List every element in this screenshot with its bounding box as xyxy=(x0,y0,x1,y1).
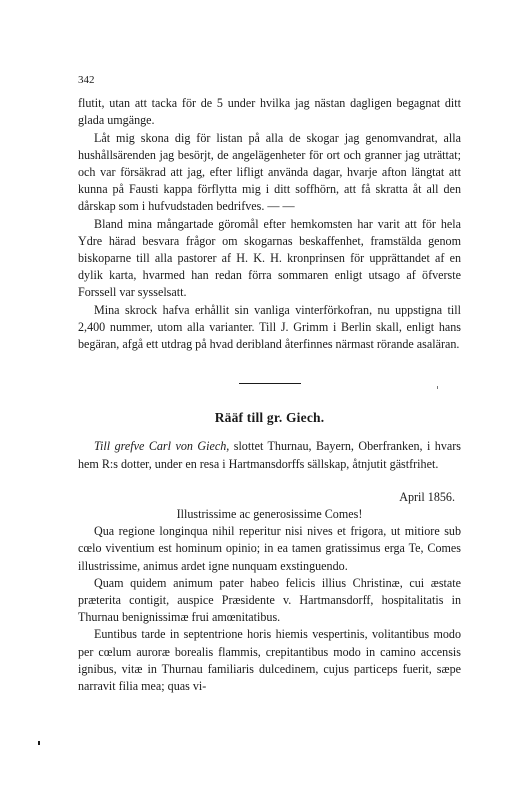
section-divider xyxy=(239,383,301,384)
letter-intro xyxy=(78,438,461,472)
print-speck xyxy=(437,386,438,389)
page-number: 342 xyxy=(78,74,95,86)
recipient-italic: Till grefve Carl von Giech, xyxy=(94,439,230,454)
paragraph: Mina skrock hafva erhållit sin vanliga vinterförkofran, nu uppstigna till 2,400 nummer, utom alla varianter. Till J. Grimm i Berlin skall, enligt hans begäran, afgå ett utdrag på hvad deribland återfinnes närmast rörande asaläran. xyxy=(78,302,461,352)
book-page xyxy=(78,72,461,695)
paragraph: Euntibus tarde in septentrione horis hiemis vespertinis, volitantibus modo per cœlum auroræ borealis flammis, crepitantibus modo in camino accensis ignibus, vitæ in Thurnau familiaris dulcedinem, cujus particeps fuerit, sæpe narravit filia mea; quas vi- xyxy=(78,627,461,694)
paragraph: Bland mina mångartade göromål efter hemkomsten har varit att för hela Ydre härad besvara frågor om skogarnas beskaffenhet, framstälda genom biskoparne till alla pastorer af H. K. H. kronprinsen för upprättandet af en dylik karta, hvarmed han redan förra sommaren enligt utsago af öfverste Forssell var sysselsatt. xyxy=(78,216,461,300)
paragraph: Qua regione longinqua nihil reperitur nisi nives et frigora, ut mitiore sub cœlo viventium est hominum opinio; in ea tamen gratissimus erga Te, Comes illustrissime, animus ardet igne nunquam exstinguendo. xyxy=(78,524,461,573)
letter-date: April 1856. xyxy=(399,489,455,504)
recipient-description: slottet Thurnau, Bayern, Oberfranken, i hvars hem R:s dotter, under en resa i Hartmansdorffs sällskap, åtnjutit gästfrihet. xyxy=(78,439,461,471)
paragraph-continuation: flutit, utan att tacka för de 5 under hvilka jag nästan dagligen begagnat ditt glada umgänge. xyxy=(78,96,461,128)
paragraph: Quam quidem animum pater habeo felicis illius Christinæ, cui æstate præterita contigit, auspice Præsidente v. Hartmansdorff, hospitalitatis in Thurnau benignissimæ frui amœnitatibus. xyxy=(78,575,461,625)
letter-salutation: Illustrissime ac generosissime Comes! xyxy=(176,507,363,522)
letter-heading: Rääf till gr. Giech. xyxy=(214,410,325,426)
paragraph: Låt mig skona dig för listan på alla de skogar jag genomvandrat, alla hushållsärenden jag besörjt, de angelägenheter för ort och granner jag uträttat; och var försäkrad att jag, efter lifligt använda dagar, hvarje afton längtat att kunna på Fausti kappa förflytta mig i ditt soffhörn, att få skratta åt all den dårskap som i hufvudstaden bedrifves. — — xyxy=(78,130,461,214)
margin-mark xyxy=(38,741,40,745)
